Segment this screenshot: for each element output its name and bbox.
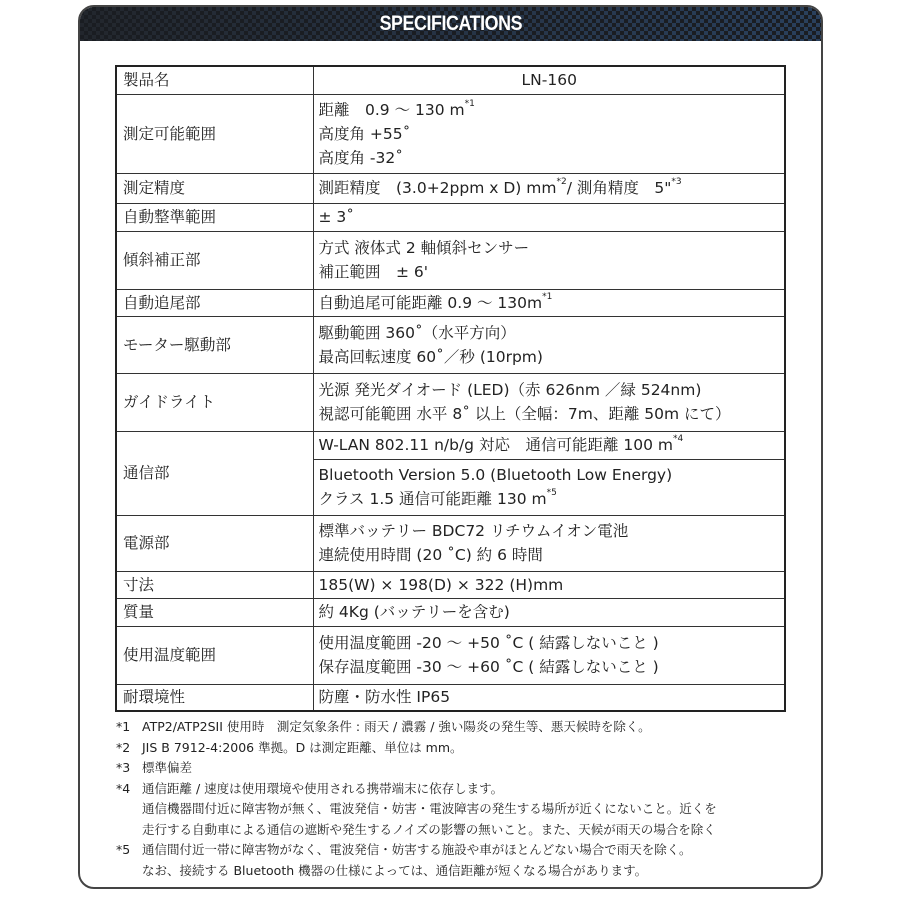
footnotes [116,717,717,881]
value-text: 駆動範囲 360˚（水平方向） [318,323,516,342]
footnote-line: 走行する自動車による通信の遮断や発生するノイズの影響の無いこと。また、天候が雨天の場合を除く [142,821,716,837]
spec-value [313,515,785,571]
spec-label: 質量 [116,598,313,626]
spec-value-line [319,685,781,709]
spec-value-line [319,146,781,170]
spec-row [116,289,785,316]
spec-value [313,684,785,711]
value-text: 距離 0.9 〜 130 m [318,100,465,119]
footnote-ref: *1 [542,291,553,302]
spec-value-line [319,205,781,229]
spec-value [313,289,785,316]
value-text: 約 4Kg (バッテリーを含む) [318,603,510,621]
spec-table [115,65,786,712]
value-text: 視認可能範囲 水平 8˚ 以上（全幅：7m、距離 50m にて） [318,405,731,423]
footnote-line: JIS B 7912-4:2006 準拠。D は測定距離、単位は mm。 [142,739,463,755]
spec-value-line [319,487,781,511]
spec-value-line [319,68,781,92]
value-text: 保存温度範囲 -30 〜 +60 ˚C ( 結露しないこと ) [318,658,659,676]
value-text: Bluetooth Version 5.0 (Bluetooth Low Energy) [318,466,673,484]
spec-row [116,66,785,94]
footnote-mark: *4 [116,780,131,796]
spec-header [80,7,821,41]
value-text: 方式 液体式 2 軸傾斜センサー [318,239,530,257]
spec-value-line [319,98,781,122]
spec-value-line [319,122,781,146]
footnote-body [142,779,717,841]
spec-row [116,373,785,431]
footnote-ref: *2 [556,177,567,187]
spec-value-line [319,378,781,402]
spec-label: 測定可能範囲 [116,94,313,173]
spec-label: 傾斜補正部 [116,231,313,289]
spec-value [313,203,785,231]
spec-value-line [319,433,781,457]
spec-value [313,94,785,173]
spec-value-line [319,631,781,655]
value-text: LN-160 [521,71,577,90]
footnote [116,738,717,759]
footnote-line: 標準偏差 [142,760,193,775]
spec-value-line [319,463,781,487]
spec-label: 通信部 [116,431,313,515]
spec-value [313,231,785,289]
spec-value-line [319,236,781,260]
spec-row [116,231,785,289]
value-text: 最高回転速度 60˚／秒 (10rpm) [318,347,543,366]
spec-value [313,316,785,373]
spec-label: ガイドライト [116,373,313,431]
value-text: 185(W) × 198(D) × 322 (H)mm [318,575,564,594]
spec-row [116,431,785,459]
value-text: / 測角精度 5" [566,179,672,197]
spec-label: 自動追尾部 [116,289,313,316]
value-text: 自動追尾可能距離 0.9 〜 130m [318,293,543,312]
footnote [116,840,717,881]
spec-row [116,173,785,203]
spec-value [313,459,785,515]
spec-value [313,373,785,431]
spec-value [313,626,785,684]
spec-value-line [319,402,781,426]
spec-value [313,173,785,203]
spec-value [313,66,785,94]
value-text: 防塵・防水性 IP65 [318,688,451,707]
spec-value-line [319,260,781,284]
spec-value-line [319,600,781,624]
value-text: ± 3˚ [318,208,355,226]
footnote-line: 通信機器間付近に障害物が無く、電波発信・妨害・電波障害の発生する場所が近くにないこと。近くを [142,801,717,816]
spec-value-line [319,543,781,567]
spec-value-line [319,345,781,369]
spec-label: モーター駆動部 [116,316,313,373]
footnote-mark: *5 [116,842,131,857]
footnote [116,717,717,738]
footnote-body [142,758,192,779]
spec-label: 電源部 [116,515,313,571]
spec-value-line [319,291,781,315]
value-text: 標準バッテリー BDC72 リチウムイオン電池 [318,522,629,540]
spec-value [313,431,785,459]
footnote-mark: *1 [116,719,131,734]
footnote [116,779,717,841]
spec-row [116,626,785,684]
spec-value-line [319,573,781,597]
spec-row [116,203,785,231]
spec-label: 耐環境性 [116,684,313,711]
spec-row [116,94,785,173]
footnote-body [142,717,651,738]
footnote [116,758,717,779]
footnote-line: 通信間付近一帯に障害物がなく、電波発信・妨害する施設や車がほとんどない場合で雨天を除く。 [142,842,692,857]
footnote-ref: *1 [464,98,475,109]
footnote-ref: *3 [671,177,682,187]
spec-value [313,571,785,598]
spec-value-line [319,321,781,345]
value-text: W-LAN 802.11 n/b/g 対応 通信可能距離 100 m [318,436,673,454]
footnote-line: ATP2/ATP2SII 使用時 測定気象条件 : 雨天 / 濃霧 / 強い陽炎の発生等、悪天候時を除く。 [142,719,651,734]
spec-value-line [319,655,781,679]
value-text: 高度角 -32˚ [318,148,403,167]
footnote-line: なお、接続する Bluetooth 機器の仕様によっては、通信距離が短くなる場合があります。 [142,862,648,878]
footnote-ref: *4 [672,434,684,444]
spec-row [116,515,785,571]
footnote-mark: *2 [116,739,131,755]
spec-row [116,316,785,373]
footnote-body [142,738,463,759]
value-text: 連続使用時間 (20 ˚C) 約 6 時間 [318,546,543,564]
spec-label: 寸法 [116,571,313,598]
spec-value [313,598,785,626]
spec-row [116,571,785,598]
spec-row [116,598,785,626]
value-text: クラス 1.5 通信可能距離 130 m [318,490,547,508]
spec-row [116,684,785,711]
spec-label: 製品名 [116,66,313,94]
spec-title: SPECIFICATIONS [379,12,522,35]
spec-value-line [319,519,781,543]
value-text: 補正範囲 ± 6' [318,263,429,281]
value-text: 光源 発光ダイオード (LED)（赤 626nm ／緑 524nm) [318,381,702,399]
spec-label: 測定精度 [116,173,313,203]
value-text: 使用温度範囲 -20 〜 +50 ˚C ( 結露しないこと ) [318,634,659,652]
footnote-ref: *5 [546,488,557,498]
value-text: 測距精度 (3.0+2ppm x D) mm [318,179,557,197]
footnote-line: 通信距離 / 速度は使用環境や使用される携帯端末に依存します。 [142,780,504,796]
footnote-mark: *3 [116,760,131,775]
spec-label: 使用温度範囲 [116,626,313,684]
footnote-body [142,840,692,881]
spec-label: 自動整準範囲 [116,203,313,231]
value-text: 高度角 +55˚ [318,124,411,143]
spec-value-line [319,176,781,200]
